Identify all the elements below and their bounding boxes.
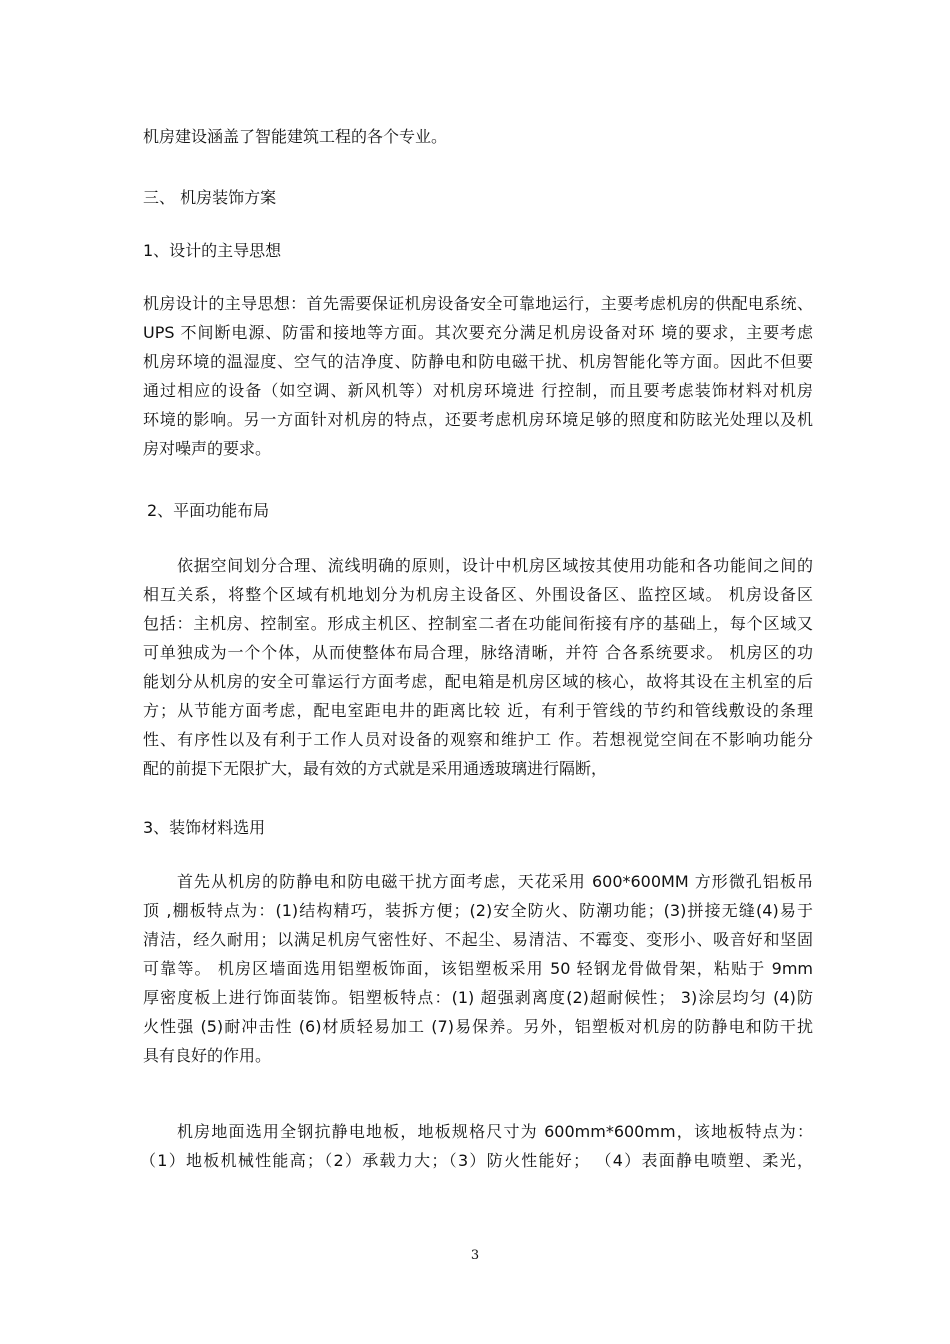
paragraph-line: 相互关系，将整个区域有机地划分为机房主设备区、外围设备区、监控区域。 机房设备区 [143, 585, 813, 604]
paragraph-line: 房对噪声的要求。 [143, 439, 272, 458]
paragraph-line: 性、有序性以及有利于工作人员对设备的观察和维护工 作。若想视觉空间在不影响功能分 [143, 730, 813, 749]
paragraph-line: 可靠等。 机房区墙面选用铝塑板饰面，该铝塑板采用 50 轻钢龙骨做骨架，粘贴于 9mm [143, 959, 813, 978]
paragraph-line: 顶 ,棚板特点为：(1)结构精巧，装拆方便；(2)安全防火、防潮功能；(3)拼接无缝(4)易于 [143, 901, 813, 920]
paragraph-line: 厚密度板上进行饰面装饰。铝塑板特点：(1) 超强剥离度(2)超耐候性； 3)涂层均匀 (4)防 [143, 988, 813, 1007]
paragraph-line: 具有良好的作用。 [143, 1046, 272, 1065]
paragraph-line: 能划分从机房的安全可靠运行方面考虑，配电箱是机房区域的核心，故将其设在主机室的后 [143, 672, 813, 691]
paragraph-line: UPS 不间断电源、防雷和接地等方面。其次要充分满足机房设备对环 境的要求，主要考虑 [143, 323, 813, 342]
paragraph-line: 清洁，经久耐用；以满足机房气密性好、不起尘、易清洁、不霉变、变形小、吸音好和坚固 [143, 930, 813, 949]
page-number: 3 [470, 1248, 480, 1263]
paragraph-line: 首先从机房的防静电和防电磁干扰方面考虑，天花采用 600*600MM 方形微孔铝板吊 [177, 872, 813, 891]
paragraph-line: 可单独成为一个个体，从而使整体布局合理，脉络清晰，并符 合各系统要求。 机房区的功 [143, 643, 813, 662]
paragraph-line: 包括：主机房、控制室。形成主机区、控制室二者在功能间衔接有序的基础上，每个区域又 [143, 614, 813, 633]
subsection-heading-1: 1、设计的主导思想 [143, 241, 282, 260]
paragraph-line: 环境的影响。另一方面针对机房的特点，还要考虑机房环境足够的照度和防眩光处理以及机 [143, 410, 813, 429]
paragraph-line: 机房环境的温湿度、空气的洁净度、防静电和防电磁干扰、机房智能化等方面。因此不但要 [143, 352, 813, 371]
section-title: 三、 机房装饰方案 [143, 188, 277, 207]
paragraph-line: 配的前提下无限扩大，最有效的方式就是采用通透玻璃进行隔断， [143, 759, 608, 778]
paragraph-line: （1）地板机械性能高；（2）承载力大；（3）防火性能好； （4）表面静电喷塑、柔光， [140, 1151, 813, 1170]
paragraph-line: 依据空间划分合理、流线明确的原则，设计中机房区域按其使用功能和各功能间之间的 [177, 556, 813, 575]
subsection-heading-2: 2、平面功能布局 [147, 501, 270, 520]
paragraph-line: 机房设计的主导思想：首先需要保证机房设备安全可靠地运行，主要考虑机房的供配电系统、 [143, 294, 813, 313]
paragraph-line: 火性强 (5)耐冲击性 (6)材质轻易加工 (7)易保养。另外，铝塑板对机房的防静电和防干扰 [143, 1017, 813, 1036]
paragraph-line: 机房地面选用全钢抗静电地板，地板规格尺寸为 600mm*600mm，该地板特点为： [177, 1122, 813, 1141]
intro-line: 机房建设涵盖了智能建筑工程的各个专业。 [143, 127, 448, 146]
paragraph-line: 通过相应的设备（如空调、新风机等）对机房环境进 行控制，而且要考虑装饰材料对机房 [143, 381, 813, 400]
subsection-heading-3: 3、装饰材料选用 [143, 818, 266, 837]
paragraph-line: 方；从节能方面考虑，配电室距电井的距离比较 近，有利于管线的节约和管线敷设的条理 [143, 701, 813, 720]
